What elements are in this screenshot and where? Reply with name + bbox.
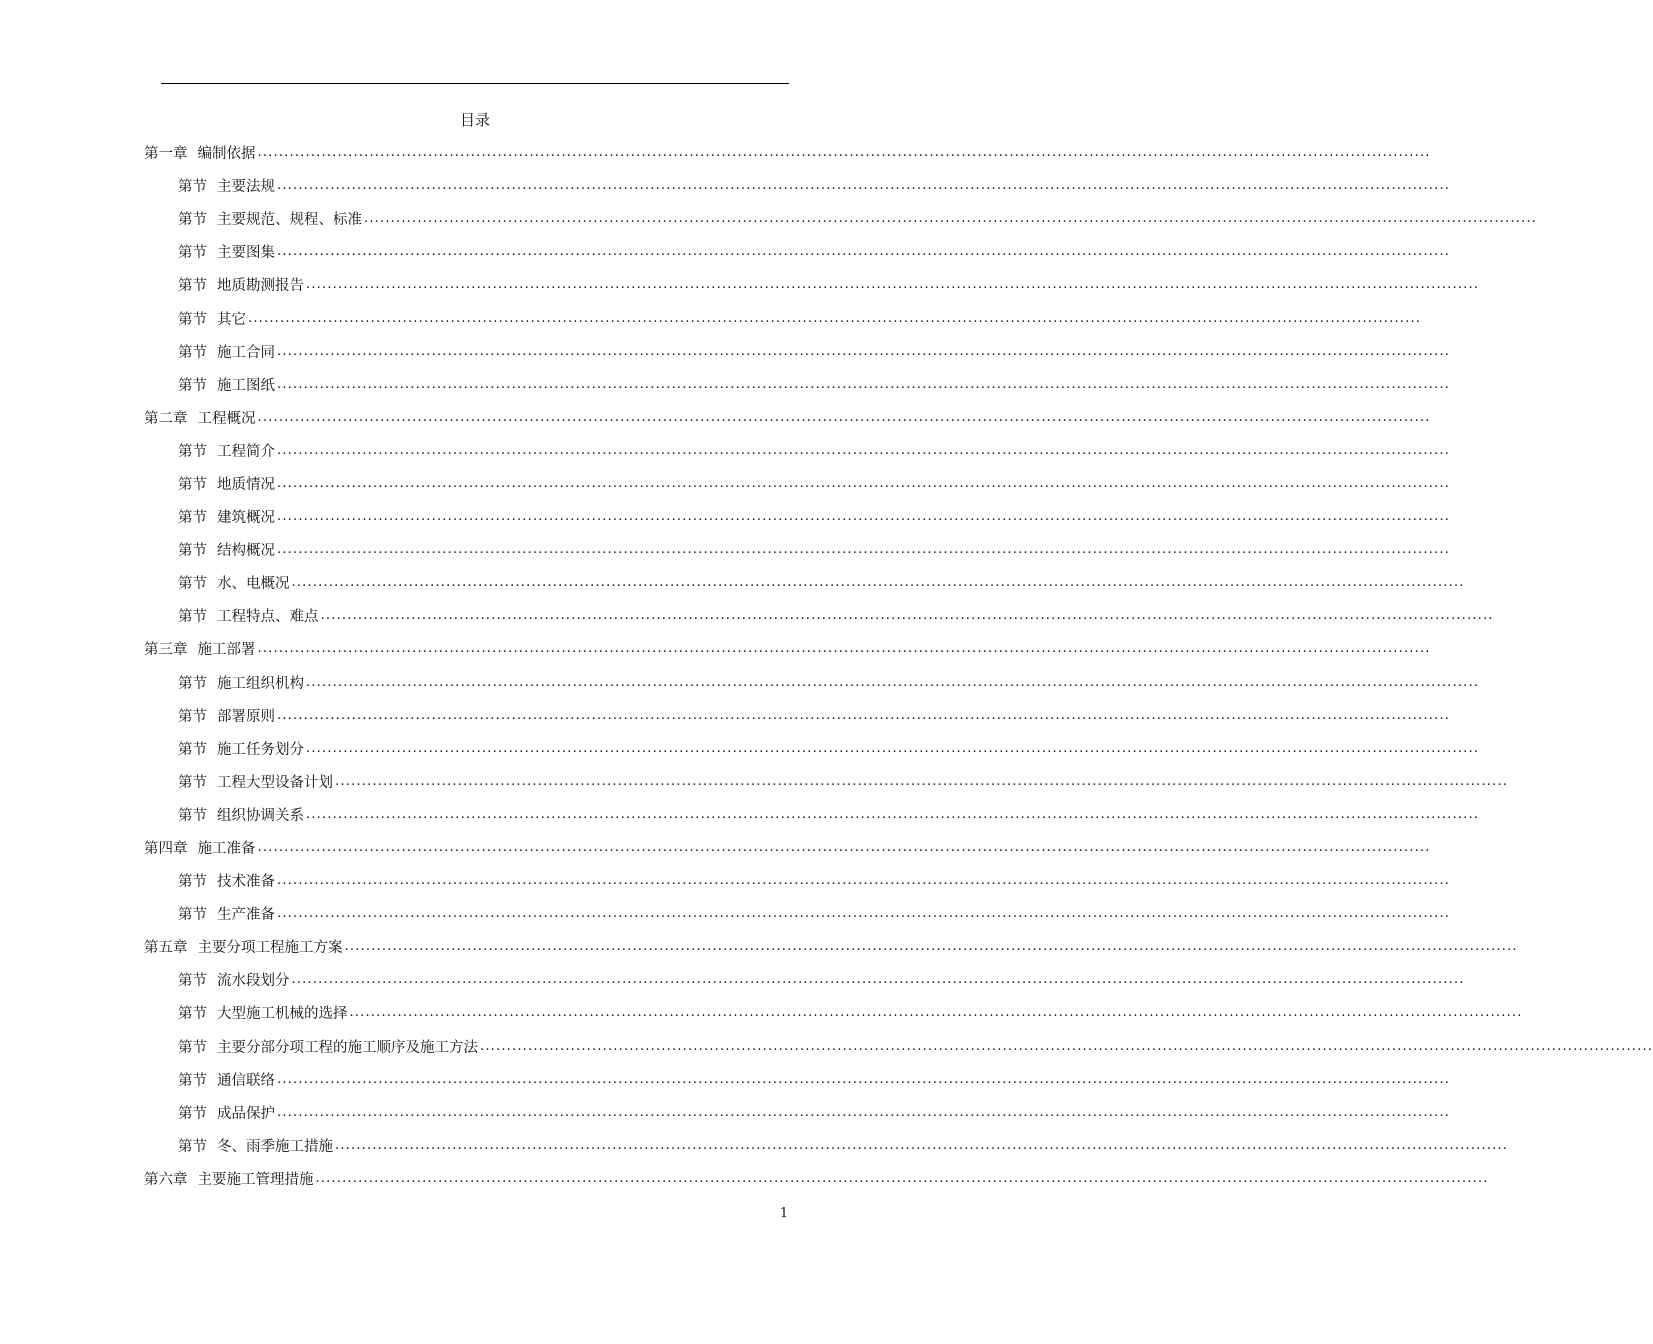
toc-entry-title: 主要分项工程施工方案 xyxy=(197,940,343,957)
toc-entry-number: 第节 xyxy=(178,907,207,924)
toc-entry-title: 部署原则 xyxy=(217,708,275,725)
toc-entry-number: 第节 xyxy=(178,311,207,328)
toc-entry-title: 冬、雨季施工措施 xyxy=(217,1138,333,1155)
toc-entry-number: 第节 xyxy=(178,774,207,791)
toc-section-entry[interactable] xyxy=(144,699,1451,732)
toc-entry-number: 第节 xyxy=(178,1072,207,1089)
dot-leader: ............................................................................................................................................................................................................................ xyxy=(306,806,1480,822)
toc-section-entry[interactable] xyxy=(144,268,1480,301)
toc-section-entry[interactable] xyxy=(144,1096,1451,1129)
toc-entry-number: 第节 xyxy=(178,377,207,394)
dot-leader: ............................................................................................................................................................................................................................ xyxy=(277,343,1451,359)
toc-entry-title: 工程大型设备计划 xyxy=(217,774,333,791)
dot-leader: ............................................................................................................................................................................................................................ xyxy=(335,1137,1509,1153)
toc-entry-number: 第节 xyxy=(178,741,207,758)
toc-section-entry[interactable] xyxy=(144,765,1509,798)
toc-entry-title: 通信联络 xyxy=(217,1072,275,1089)
toc-section-entry[interactable] xyxy=(144,467,1451,500)
toc-section-entry[interactable] xyxy=(144,732,1480,765)
toc-entry-title: 其它 xyxy=(217,311,246,328)
toc-entry-title: 施工合同 xyxy=(217,344,275,361)
dot-leader: ............................................................................................................................................................................................................................ xyxy=(349,1005,1523,1021)
toc-entry-number: 第一章 xyxy=(144,146,188,163)
toc-entry-title: 工程特点、难点 xyxy=(217,609,319,626)
dot-leader: ............................................................................................................................................................................................................................ xyxy=(315,1170,1489,1186)
toc-section-entry[interactable] xyxy=(144,533,1451,566)
toc-entry-title: 主要图集 xyxy=(217,245,275,262)
toc-entry-number: 第节 xyxy=(178,675,207,692)
toc-entry-number: 第节 xyxy=(178,874,207,891)
toc-section-entry[interactable] xyxy=(144,897,1451,930)
toc-entry-title: 施工任务划分 xyxy=(217,741,304,758)
toc-section-entry[interactable] xyxy=(144,996,1523,1029)
dot-leader: ............................................................................................................................................................................................................................ xyxy=(291,972,1465,988)
toc-entry-number: 第节 xyxy=(178,278,207,295)
toc-section-entry[interactable] xyxy=(144,666,1480,699)
toc-entry-title: 主要分部分项工程的施工顺序及施工方法 xyxy=(217,1039,478,1056)
dot-leader: ............................................................................................................................................................................................................................ xyxy=(291,575,1465,591)
dot-leader: ............................................................................................................................................................................................................................ xyxy=(257,641,1431,657)
toc-section-entry[interactable] xyxy=(144,566,1465,599)
dot-leader: ............................................................................................................................................................................................................................ xyxy=(277,542,1451,558)
toc-section-entry[interactable] xyxy=(144,963,1465,996)
toc-entry-number: 第节 xyxy=(178,510,207,527)
toc-entry-title: 地质勘测报告 xyxy=(217,278,304,295)
dot-leader: ............................................................................................................................................................................................................................ xyxy=(277,244,1451,260)
toc-entry-number: 第节 xyxy=(178,543,207,560)
toc-entry-number: 第节 xyxy=(178,1039,207,1056)
dot-leader: ............................................................................................................................................................................................................................ xyxy=(277,873,1451,889)
toc-entry-title: 建筑概况 xyxy=(217,510,275,527)
toc-entry-number: 第二章 xyxy=(144,410,188,427)
dot-leader: ............................................................................................................................................................................................................................ xyxy=(257,840,1431,856)
toc-entry-title: 地质情况 xyxy=(217,476,275,493)
dot-leader: ............................................................................................................................................................................................................................ xyxy=(306,740,1480,756)
toc-entry-title: 工程简介 xyxy=(217,443,275,460)
toc-entry-number: 第节 xyxy=(178,576,207,593)
toc-section-entry[interactable] xyxy=(144,202,1538,235)
toc-entry-title: 成品保护 xyxy=(217,1105,275,1122)
toc-entry-title: 组织协调关系 xyxy=(217,807,304,824)
dot-leader: ............................................................................................................................................................................................................................ xyxy=(320,608,1494,624)
toc-section-entry[interactable] xyxy=(144,1063,1451,1096)
dot-leader: ............................................................................................................................................................................................................................ xyxy=(277,178,1451,194)
toc-entry-title: 施工组织机构 xyxy=(217,675,304,692)
dot-leader: ............................................................................................................................................................................................................................ xyxy=(335,773,1509,789)
toc-entry-title: 流水段划分 xyxy=(217,973,290,990)
dot-leader: ............................................................................................................................................................................................................................ xyxy=(306,674,1480,690)
dot-leader: ............................................................................................................................................................................................................................ xyxy=(277,1104,1451,1120)
toc-section-entry[interactable] xyxy=(144,335,1451,368)
table-of-contents xyxy=(144,136,1653,1195)
dot-leader: ............................................................................................................................................................................................................................ xyxy=(277,475,1451,491)
toc-section-entry[interactable] xyxy=(144,235,1451,268)
dot-leader: ............................................................................................................................................................................................................................ xyxy=(277,906,1451,922)
dot-leader: ............................................................................................................................................................................................................................ xyxy=(277,707,1451,723)
toc-entry-number: 第节 xyxy=(178,609,207,626)
toc-section-entry[interactable] xyxy=(144,301,1422,334)
toc-entry-number: 第节 xyxy=(178,1138,207,1155)
dot-leader: ............................................................................................................................................................................................................................ xyxy=(480,1038,1653,1054)
toc-section-entry[interactable] xyxy=(144,500,1451,533)
toc-entry-number: 第节 xyxy=(178,1006,207,1023)
toc-entry-number: 第节 xyxy=(178,245,207,262)
toc-section-entry[interactable] xyxy=(144,864,1451,897)
dot-leader: ............................................................................................................................................................................................................................ xyxy=(344,939,1518,955)
toc-chapter-entry[interactable] xyxy=(144,401,1431,434)
toc-entry-number: 第节 xyxy=(178,476,207,493)
dot-leader: ............................................................................................................................................................................................................................ xyxy=(257,409,1431,425)
toc-entry-number: 第节 xyxy=(178,344,207,361)
toc-entry-title: 生产准备 xyxy=(217,907,275,924)
toc-entry-title: 编制依据 xyxy=(197,146,256,163)
toc-entry-number: 第四章 xyxy=(144,841,188,858)
toc-entry-number: 第节 xyxy=(178,973,207,990)
toc-entry-number: 第节 xyxy=(178,443,207,460)
dot-leader: ............................................................................................................................................................................................................................ xyxy=(277,376,1451,392)
toc-entry-title: 施工部署 xyxy=(197,642,256,659)
toc-chapter-entry[interactable] xyxy=(144,136,1431,169)
toc-entry-number: 第节 xyxy=(178,1105,207,1122)
toc-entry-title: 大型施工机械的选择 xyxy=(217,1006,348,1023)
toc-entry-number: 第节 xyxy=(178,212,207,229)
toc-entry-number: 第节 xyxy=(178,708,207,725)
toc-entry-number: 第六章 xyxy=(144,1171,188,1188)
page-number: 1 xyxy=(779,1206,789,1221)
dot-leader: ............................................................................................................................................................................................................................ xyxy=(277,1071,1451,1087)
toc-chapter-entry[interactable] xyxy=(144,632,1431,665)
toc-entry-title: 主要规范、规程、标准 xyxy=(217,212,362,229)
toc-chapter-entry[interactable] xyxy=(144,831,1431,864)
toc-section-entry[interactable] xyxy=(144,169,1451,202)
toc-chapter-entry[interactable] xyxy=(144,1162,1489,1195)
toc-entry-title: 结构概况 xyxy=(217,543,275,560)
toc-entry-title: 施工图纸 xyxy=(217,377,275,394)
toc-section-entry[interactable] xyxy=(144,599,1494,632)
toc-entry-title: 施工准备 xyxy=(197,841,256,858)
dot-leader: ............................................................................................................................................................................................................................ xyxy=(257,145,1431,161)
toc-section-entry[interactable] xyxy=(144,1030,1653,1063)
toc-title: 目录 xyxy=(459,111,490,129)
toc-section-entry[interactable] xyxy=(144,434,1451,467)
toc-section-entry[interactable] xyxy=(144,368,1451,401)
dot-leader: ............................................................................................................................................................................................................................ xyxy=(248,310,1422,326)
toc-chapter-entry[interactable] xyxy=(144,930,1518,963)
toc-entry-number: 第节 xyxy=(178,179,207,196)
toc-entry-title: 工程概况 xyxy=(197,410,256,427)
toc-entry-number: 第五章 xyxy=(144,940,188,957)
toc-entry-title: 主要法规 xyxy=(217,179,275,196)
toc-entry-number: 第三章 xyxy=(144,642,188,659)
dot-leader: ............................................................................................................................................................................................................................ xyxy=(364,211,1538,227)
header-rule xyxy=(161,83,789,84)
toc-entry-title: 技术准备 xyxy=(217,874,275,891)
toc-entry-title: 水、电概况 xyxy=(217,576,290,593)
toc-entry-number: 第节 xyxy=(178,807,207,824)
dot-leader: ............................................................................................................................................................................................................................ xyxy=(277,442,1451,458)
toc-section-entry[interactable] xyxy=(144,798,1480,831)
dot-leader: ............................................................................................................................................................................................................................ xyxy=(306,277,1480,293)
toc-entry-title: 主要施工管理措施 xyxy=(197,1171,314,1188)
toc-section-entry[interactable] xyxy=(144,1129,1509,1162)
dot-leader: ............................................................................................................................................................................................................................ xyxy=(277,509,1451,525)
